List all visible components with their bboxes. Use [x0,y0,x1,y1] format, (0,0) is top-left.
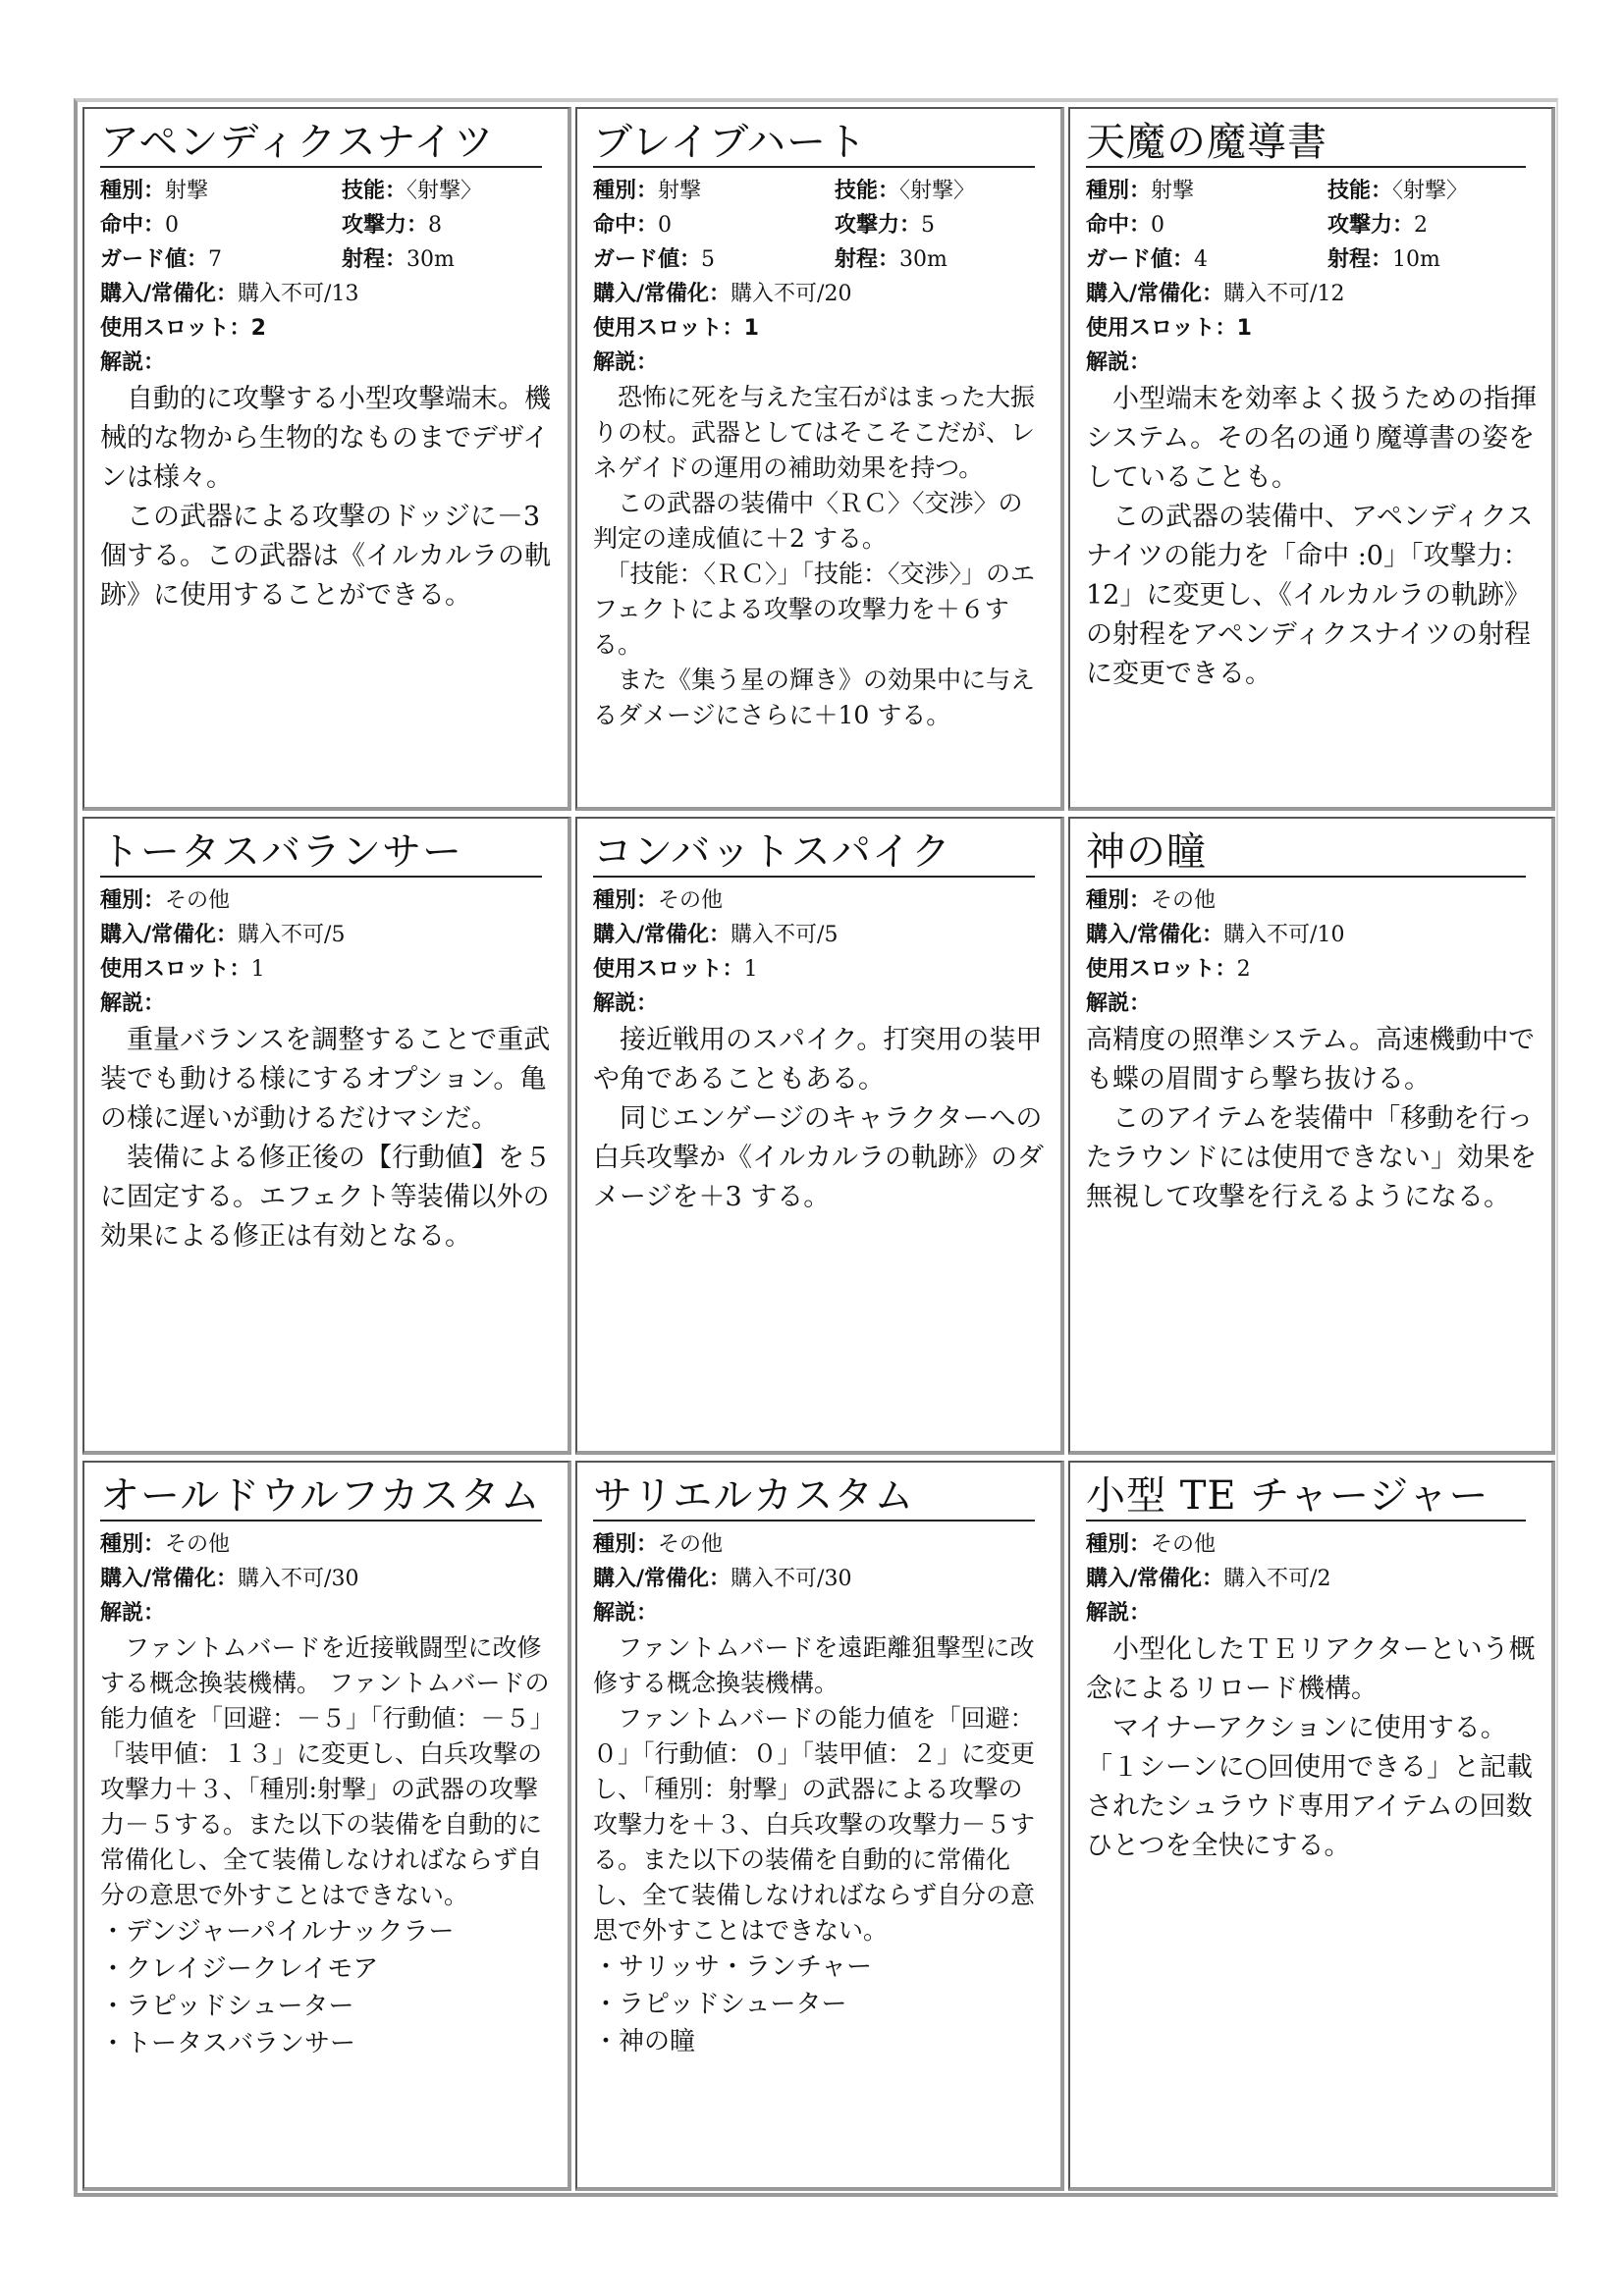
item-card-sheet [74,98,1558,2197]
type-label: 種別： [593,179,659,203]
slots-value: 1 [743,316,759,341]
range-value: 10m [1392,247,1440,272]
stat-row [100,346,554,380]
stat-row [100,1527,554,1562]
description-label: 解説： [100,1601,166,1626]
range-label: 射程： [835,247,900,272]
description-label: 解説： [593,991,659,1016]
stat-row [593,952,1047,987]
purchase-label: 購入/常備化： [1086,1567,1224,1591]
accuracy-label: 命中： [1086,213,1152,238]
stat-row [100,883,554,918]
stat-row [593,242,1047,277]
stat-row [593,987,1047,1021]
description-label: 解説： [100,350,166,375]
description-paragraph: この武器による攻撃のドッジに－3 個する。この武器は《イルカルラの軌跡》に使用することができる。 [100,502,551,611]
range-label: 射程： [342,247,407,272]
purchase-value: 購入不可/10 [1223,923,1345,947]
description-paragraph: 「技能：〈ＲＣ〉」「技能：〈交渉〉」のエフェクトによる攻撃の攻撃力を＋６する。 [593,560,1036,659]
description-label: 解説： [100,991,166,1016]
description-paragraph: 装備による修正後の【行動値】を５に固定する。エフェクト等装備以外の効果による修正は有効となる。 [100,1143,551,1252]
description-paragraph: 接近戦用のスパイク。打突用の装甲や角であることもある。 [593,1025,1043,1095]
type-value: その他 [1151,1532,1217,1557]
item-description [1086,380,1538,694]
type-label: 種別： [100,1532,166,1557]
skill-value: 〈射撃〉 [899,179,976,203]
accuracy-label: 命中： [593,213,659,238]
item-card [82,817,571,1455]
purchase-label: 購入/常備化： [1086,282,1224,306]
type-value: 射撃 [165,179,209,203]
stat-row [100,952,554,987]
stat-row [100,1562,554,1596]
stat-row [100,918,554,952]
skill-value: 〈射撃〉 [406,179,483,203]
description-paragraph: 同じエンゲージのキャラクターへの白兵攻撃か《イルカルラの軌跡》のダメージを＋3 する。 [593,1103,1044,1212]
item-name: オールドウルフカスタム [100,1472,542,1522]
purchase-label: 購入/常備化： [100,1567,239,1591]
item-description [593,1630,1047,2060]
item-name: トータスバランサー [100,828,542,878]
slots-label: 使用スロット： [100,316,251,341]
attack-value: 5 [921,213,936,238]
guard-value: 4 [1194,247,1209,272]
item-card [82,1461,571,2191]
description-paragraph: 自動的に攻撃する小型攻撃端末。機械的な物から生物的なものまでデザインは様々。 [100,384,551,493]
item-description [593,1021,1047,1217]
list-item: ・サリッサ・ランチャー [593,1952,873,1982]
guard-label: ガード値： [1086,247,1195,272]
description-paragraph: マイナーアクションに使用する。 [1086,1713,1507,1743]
stat-row [593,883,1047,918]
accuracy-label: 命中： [100,213,166,238]
stat-row [593,277,1047,311]
description-label: 解説： [1086,991,1152,1016]
type-value: その他 [658,1532,724,1557]
skill-label: 技能： [835,179,900,203]
stat-row [593,918,1047,952]
description-paragraph: 重量バランスを調整することで重武装でも動ける様にするオプション。亀の様に遅いが動けるだけマシだ。 [100,1025,551,1134]
stat-row [593,208,1047,242]
item-name: 小型 TE チャージャー [1086,1472,1526,1522]
accuracy-value: 0 [1151,213,1165,238]
type-value: 射撃 [1151,179,1195,203]
description-paragraph: このアイテムを装備中「移動を行ったラウンドには使用できない」効果を無視して攻撃を行えるようになる。 [1086,1103,1537,1212]
stat-row [1086,346,1538,380]
description-paragraph: ファントムバードの能力値を「回避：０」「行動値：０」「装甲値：２」に変更し、「種別：射撃」の武器による攻撃の攻撃力を＋３、白兵攻撃の攻撃力－５する。また以下の装備を自動的に常備化し、全て装備しなければならず自分の意思で外すことはできない。 [593,1704,1036,1945]
type-value: その他 [165,1532,231,1557]
item-description [100,380,554,615]
item-name: サリエルカスタム [593,1472,1035,1522]
description-paragraph: また《集う星の輝き》の効果中に与えるダメージにさらに＋10 する。 [593,666,1036,729]
item-card [1068,817,1555,1455]
guard-label: ガード値： [100,247,209,272]
type-label: 種別： [593,888,659,913]
stat-row [100,987,554,1021]
description-paragraph: 小型化したＴＥリアクターという概念によるリロード機構。 [1086,1634,1536,1704]
item-card [1068,107,1555,811]
list-item: ・クレイジークレイモア [100,1954,379,1984]
stat-row [100,277,554,311]
type-value: その他 [1151,888,1217,913]
stat-row [1086,1527,1538,1562]
type-value: その他 [658,888,724,913]
description-paragraph: この武器の装備中、アペンディクスナイツの能力を「命中 :0」「攻撃力：12」に変更し、《イルカルラの軌跡》の射程をアペンディクスナイツの射程に変更できる。 [1086,502,1534,689]
item-card [575,817,1064,1455]
list-item: ・神の瞳 [593,2027,696,2056]
purchase-value: 購入不可/5 [731,923,839,947]
slots-value: 1 [1236,316,1252,341]
stat-row [593,311,1047,346]
auto-equip-list [593,1949,1047,2060]
list-item: ・ラピッドシューター [593,1990,847,2019]
purchase-value: 購入不可/30 [238,1567,359,1591]
slots-value: 2 [250,316,266,341]
description-paragraph: ファントムバードを遠距離狙撃型に改修する概念換装機構。 [593,1633,1035,1697]
description-label: 解説： [593,350,659,375]
item-description [100,1021,554,1256]
description-label: 解説： [593,1601,659,1626]
item-card [575,107,1064,811]
stat-row [1086,918,1538,952]
item-name: 神の瞳 [1086,828,1526,878]
stat-row [100,242,554,277]
skill-value: 〈射撃〉 [1392,179,1469,203]
purchase-value: 購入不可/20 [731,282,852,306]
description-paragraph: 小型端末を効率よく扱うための指揮システム。その名の通り魔導書の姿をしていることも。 [1086,384,1537,493]
guard-label: ガード値： [593,247,702,272]
range-value: 30m [406,247,455,272]
accuracy-value: 0 [165,213,180,238]
description-paragraph: この武器の装備中〈ＲＣ〉〈交渉〉の判定の達成値に＋2 する。 [593,489,1023,553]
purchase-value: 購入不可/12 [1223,282,1345,306]
slots-label: 使用スロット： [1086,957,1237,982]
description-paragraph: 高精度の照準システム。高速機動中でも蝶の眉間すら撃ち抜ける。 [1086,1025,1536,1095]
stat-row [1086,952,1538,987]
attack-label: 攻撃力： [342,213,429,238]
purchase-label: 購入/常備化： [593,923,731,947]
slots-value: 1 [743,957,758,982]
stat-row [1086,1596,1538,1630]
purchase-label: 購入/常備化： [1086,923,1224,947]
stat-row [100,174,554,208]
description-paragraph: 「１シーンに○回使用できる」と記載されたシュラウド専用アイテムの回数ひとつを全快にする。 [1086,1752,1534,1861]
item-name: アペンディクスナイツ [100,119,542,168]
item-card [82,107,571,811]
guard-value: 5 [701,247,716,272]
stat-row [1086,242,1538,277]
purchase-label: 購入/常備化： [593,1567,731,1591]
list-item: ・トータスバランサー [100,2029,356,2058]
item-description [593,380,1047,733]
type-label: 種別： [100,179,166,203]
purchase-value: 購入不可/2 [1223,1567,1331,1591]
type-value: その他 [165,888,231,913]
stat-row [593,1527,1047,1562]
slots-label: 使用スロット： [593,957,744,982]
accuracy-value: 0 [658,213,673,238]
item-description [1086,1630,1538,1866]
range-label: 射程： [1327,247,1393,272]
item-name: ブレイブハート [593,119,1035,168]
type-label: 種別： [1086,1532,1152,1557]
attack-label: 攻撃力： [835,213,922,238]
item-name: 天魔の魔導書 [1086,119,1526,168]
purchase-value: 購入不可/30 [731,1567,852,1591]
list-item: ・ラピッドシューター [100,1992,354,2021]
type-value: 射撃 [658,179,702,203]
skill-label: 技能： [342,179,407,203]
purchase-value: 購入不可/5 [238,923,346,947]
stat-row [1086,987,1538,1021]
guard-value: 7 [208,247,223,272]
stat-row [593,1596,1047,1630]
purchase-value: 購入不可/13 [238,282,359,306]
type-label: 種別： [593,1532,659,1557]
list-item: ・デンジャーパイルナックラー [100,1917,455,1947]
slots-label: 使用スロット： [1086,316,1237,341]
auto-equip-list [100,1913,554,2062]
item-card [575,1461,1064,2191]
stat-row [1086,174,1538,208]
skill-label: 技能： [1327,179,1393,203]
item-card [1068,1461,1555,2191]
item-description [100,1630,554,2062]
stat-row [1086,277,1538,311]
attack-value: 2 [1414,213,1429,238]
attack-label: 攻撃力： [1327,213,1415,238]
purchase-label: 購入/常備化： [593,282,731,306]
type-label: 種別： [100,888,166,913]
type-label: 種別： [1086,179,1152,203]
item-description [1086,1021,1538,1217]
purchase-label: 購入/常備化： [100,923,239,947]
range-value: 30m [899,247,947,272]
slots-value: 1 [250,957,265,982]
stat-row [1086,883,1538,918]
slots-label: 使用スロット： [100,957,251,982]
description-paragraph: ファントムバードを近接戦闘型に改修する概念換装機構。 ファントムバードの能力値を「回避：－５」「行動値：－５」「装甲値：１３」に変更し、白兵攻撃の攻撃力＋３、「種別:射撃」の武器の攻撃力－５する。また以下の装備を自動的に常備化し、全て装備しなければならず自分の意思で外すことはできない。 [100,1633,550,1909]
stat-row [100,1596,554,1630]
description-label: 解説： [1086,350,1152,375]
stat-row [1086,311,1538,346]
stat-row [100,208,554,242]
stat-row [100,311,554,346]
stat-row [1086,1562,1538,1596]
stat-row [593,1562,1047,1596]
stat-row [1086,208,1538,242]
stat-row [593,346,1047,380]
slots-label: 使用スロット： [593,316,744,341]
type-label: 種別： [1086,888,1152,913]
slots-value: 2 [1236,957,1251,982]
purchase-label: 購入/常備化： [100,282,239,306]
attack-value: 8 [428,213,443,238]
stat-row [593,174,1047,208]
item-name: コンバットスパイク [593,828,1035,878]
description-label: 解説： [1086,1601,1152,1626]
description-paragraph: 恐怖に死を与えた宝石がはまった大振りの杖。武器としてはそこそこだが、レネゲイドの運用の補助効果を持つ。 [593,383,1036,482]
